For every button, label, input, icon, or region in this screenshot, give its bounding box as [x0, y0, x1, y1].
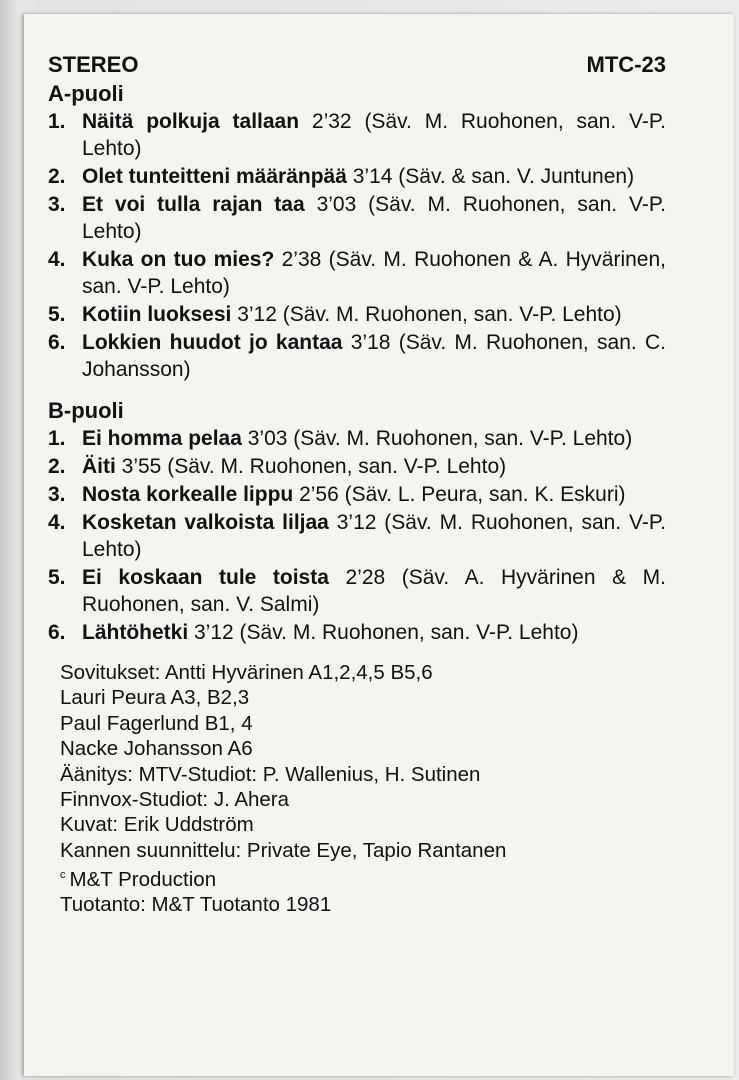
- credit-line: Sovitukset: Antti Hyvärinen A1,2,4,5 B5,6: [60, 661, 433, 684]
- track-details: 3’18 (Säv. M. Ruohonen, san. C. Johansson): [82, 331, 666, 381]
- track-number: 1.: [48, 110, 66, 133]
- track-title: Ei koskaan tule toista: [82, 566, 329, 589]
- track-b1: [48, 425, 666, 452]
- track-a6: [48, 329, 666, 383]
- track-number: 1.: [48, 427, 66, 450]
- side-b-heading: B-puoli: [48, 398, 124, 423]
- track-title: Et voi tulla rajan taa: [82, 193, 305, 216]
- catalog-number: MTC-23: [586, 52, 666, 77]
- track-title: Lokkien huudot jo kantaa: [82, 331, 343, 354]
- track-details: 2’38 (Säv. M. Ruohonen & A. Hyvärinen, san. V-P. Lehto): [82, 248, 667, 298]
- track-number: 4.: [48, 511, 66, 534]
- cassette-insert-card: [24, 14, 734, 1076]
- track-title: Olet tunteitteni määränpää: [82, 165, 347, 188]
- credit-line: Lauri Peura A3, B2,3: [60, 686, 250, 710]
- track-details: 3’03 (Säv. M. Ruohonen, san. V-P. Lehto): [82, 193, 666, 243]
- track-a3: [48, 191, 666, 245]
- track-number: 2.: [48, 165, 66, 188]
- track-title: Lähtöhetki: [82, 621, 189, 644]
- card-header: [48, 50, 666, 80]
- copyright-mark: c: [60, 869, 66, 882]
- track-details: 3’03 (Säv. M. Ruohonen, san. V-P. Lehto): [241, 427, 633, 450]
- track-title: Kosketan valkoista liljaa: [82, 511, 329, 534]
- track-number: 3.: [48, 193, 66, 216]
- production-line: Tuotanto: M&T Tuotanto 1981: [60, 893, 332, 917]
- track-number: 2.: [48, 455, 66, 478]
- track-number: 5.: [48, 303, 66, 326]
- track-details: 3’55 (Säv. M. Ruohonen, san. V-P. Lehto): [115, 455, 507, 478]
- side-a-heading: A-puoli: [48, 81, 124, 106]
- credits-block: [48, 660, 638, 918]
- track-b4: [48, 509, 666, 563]
- track-a1: [48, 108, 666, 162]
- credit-line: Nacke Johansson A6: [60, 737, 253, 761]
- copyright-line: [60, 863, 638, 892]
- track-b5: [48, 564, 666, 618]
- credit-line: Äänitys: MTV-Studiot: P. Wallenius, H. Sutinen: [60, 762, 481, 786]
- track-a2: [48, 163, 666, 190]
- track-b3: [48, 481, 666, 508]
- track-number: 6.: [48, 621, 66, 644]
- track-details: 2’56 (Säv. L. Peura, san. K. Eskuri): [293, 483, 626, 506]
- track-title: Kuka on tuo mies?: [82, 248, 275, 271]
- track-title: Kotiin luoksesi: [82, 303, 232, 326]
- track-details: 3’14 (Säv. & san. V. Juntunen): [346, 165, 635, 188]
- credit-line: Kannen suunnittelu: Private Eye, Tapio Rantanen: [60, 838, 507, 862]
- credit-line: Paul Fagerlund B1, 4: [60, 711, 253, 735]
- track-title: Äiti: [82, 455, 116, 478]
- copyright-text: M&T Production: [69, 868, 217, 892]
- credit-line: Kuvat: Erik Uddström: [60, 813, 254, 837]
- track-number: 6.: [48, 331, 66, 354]
- track-details: 3’12 (Säv. M. Ruohonen, san. V-P. Lehto): [231, 303, 622, 326]
- stereo-label: STEREO: [48, 52, 139, 77]
- track-details: 3’12 (Säv. M. Ruohonen, san. V-P. Lehto): [82, 511, 666, 561]
- track-details: 2’32 (Säv. M. Ruohonen, san. V-P. Lehto): [82, 110, 666, 160]
- track-title: Ei homma pelaa: [82, 427, 242, 450]
- track-number: 5.: [48, 566, 66, 589]
- track-a4: [48, 246, 666, 300]
- track-details: 3’12 (Säv. M. Ruohonen, san. V-P. Lehto): [188, 621, 579, 644]
- track-number: 3.: [48, 483, 66, 506]
- track-a5: [48, 301, 666, 328]
- track-b2: [48, 453, 666, 480]
- track-b6: [48, 619, 666, 646]
- track-title: Nosta korkealle lippu: [82, 483, 294, 506]
- track-details: 2’28 (Säv. A. Hyvärinen & M. Ruohonen, san. V. Salmi): [82, 566, 666, 616]
- track-number: 4.: [48, 248, 66, 271]
- track-title: Näitä polkuja tallaan: [82, 110, 300, 133]
- credit-line: Finnvox-Studiot: J. Ahera: [60, 788, 290, 812]
